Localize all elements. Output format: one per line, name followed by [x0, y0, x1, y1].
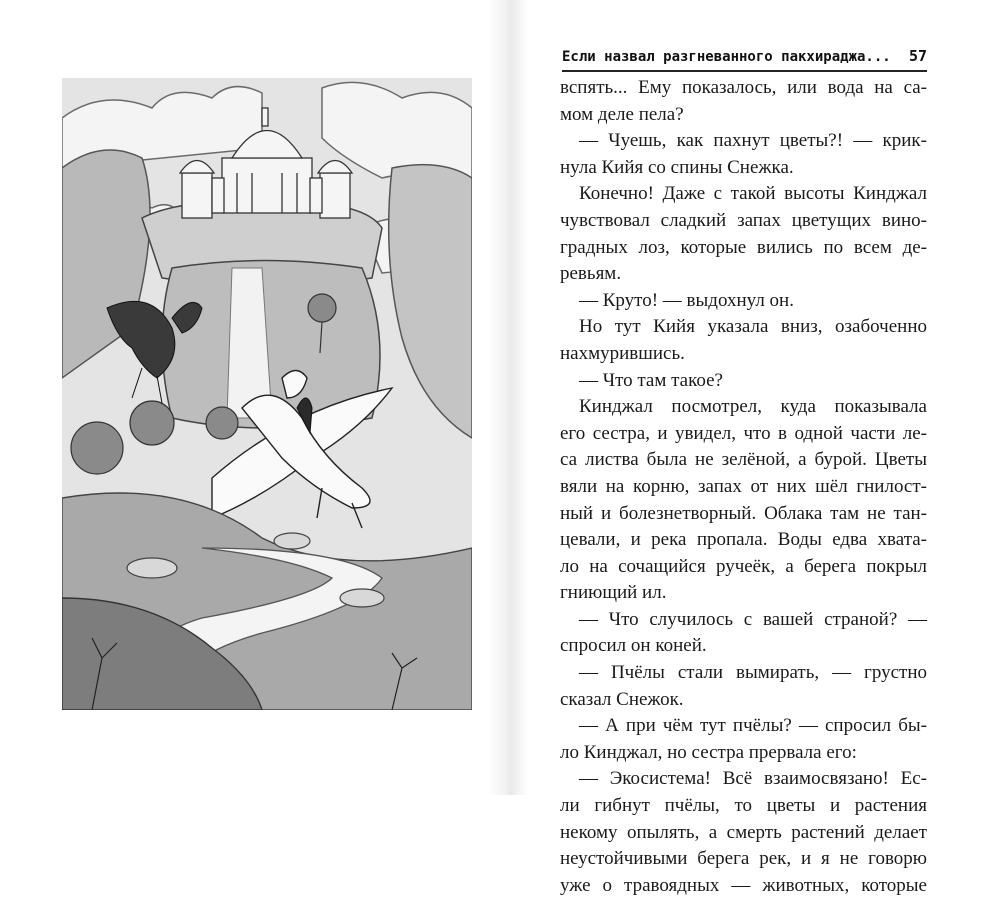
text-line: спросил он коней.	[560, 635, 707, 657]
text-line: мом деле пела?	[560, 103, 684, 125]
text-line: — Круто! — выдохнул он.	[579, 289, 794, 311]
text-line: уже о травоядных — животных, которые	[560, 874, 927, 896]
text-line: нахмурившись.	[560, 342, 685, 364]
text-line: ный и болезнетворный. Облака там не тан-	[560, 502, 927, 524]
text-line: ло Кинджал, но сестра прервала его:	[560, 741, 857, 763]
page-number: 57	[908, 47, 927, 65]
text-line: сказал Снежок.	[560, 688, 684, 710]
text-line: вспять... Ему показалось, или вода на са-	[560, 77, 927, 98]
book-gutter	[488, 0, 528, 795]
text-line: цевали, и река пропала. Воды едва хвата-	[560, 529, 927, 551]
text-line: ревьям.	[560, 263, 622, 285]
text-line: са листва была не зелёной, а бурой. Цветы	[560, 449, 927, 471]
text-line: Но тут Кийя указала вниз, озабоченно	[579, 316, 927, 338]
running-head	[562, 42, 927, 72]
body-text	[560, 75, 927, 899]
text-line: неустойчивыми берега рек, и я не говорю	[560, 848, 927, 870]
text-line: — Чуешь, как пахнут цветы?! — крик-	[579, 130, 927, 152]
text-line: — Что случилось с вашей страной? —	[579, 608, 927, 630]
illustration	[62, 78, 472, 710]
text-line: нула Кийя со спины Снежка.	[560, 156, 794, 178]
text-line: Кинджал посмотрел, куда показывала	[579, 396, 927, 418]
text-line: некому опылять, а смерть растений делает	[560, 821, 927, 843]
text-line: чувствовал сладкий запах цветущих вино-	[560, 209, 927, 231]
text-line: вяли на корню, запах от них шёл гнилост-	[560, 475, 927, 497]
text-line: Конечно! Даже с такой высоты Кинджал	[579, 183, 927, 205]
illustration-drawing	[62, 78, 472, 710]
text-line: ло на сочащийся ручеёк, а берега покрыл	[560, 555, 927, 577]
text-line: ли гибнут пчёлы, то цветы и растения	[560, 795, 927, 817]
text-line: гниющий ил.	[560, 582, 667, 604]
text-line: — Что там такое?	[579, 369, 723, 391]
text-line: градных лоз, которые вились по всем де-	[560, 236, 927, 258]
running-title: Если назвал разгневанного пакхираджа...	[562, 49, 891, 65]
text-line: — Пчёлы стали вымирать, — грустно	[579, 662, 927, 684]
text-line: — А при чём тут пчёлы? — спросил бы-	[579, 715, 927, 737]
text-line: его сестра, и увидел, что в одной части ле-	[560, 422, 927, 444]
text-line: — Экосистема! Всё взаимосвязано! Ес-	[579, 768, 927, 790]
